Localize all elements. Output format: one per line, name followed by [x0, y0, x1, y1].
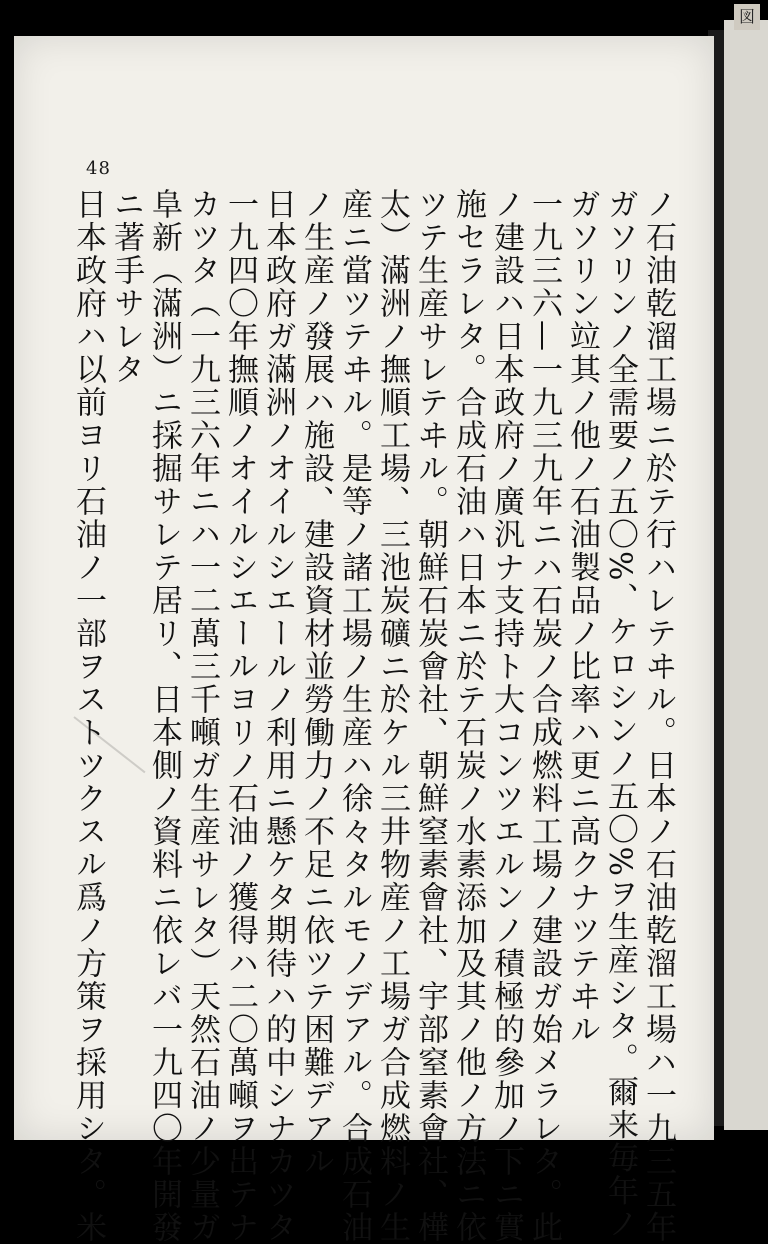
text-column: ノ建設ハ日本政府ノ廣汎ナ支持ト大コンツエルンノ積極的參加ノ下ニ實: [488, 188, 524, 1244]
text-column: 日本政府ガ滿洲ノオイルシエールノ利用ニ懸ケタ期待ハ的中シナカツタ: [260, 188, 296, 1244]
text-column: ニ著手サレタ: [108, 188, 144, 386]
text-column: 日本政府ハ以前ヨリ石油ノ一部ヲストツクスル爲ノ方策ヲ採用シタ。米: [70, 188, 106, 1244]
text-column: 太）滿洲ノ撫順工場、三池炭礦ニ於ケル三井物産ノ工場ガ合成燃料ノ生: [374, 188, 410, 1244]
adjacent-page-edge: [724, 20, 768, 1130]
text-column: 阜新（滿洲）ニ採掘サレテ居リ、日本側ノ資料ニ依レバ一九四〇年開發: [146, 188, 182, 1244]
text-column: 施セラレタ。合成石油ハ日本ニ於テ石炭ノ水素添加及其ノ他ノ方法ニ依: [450, 188, 486, 1244]
text-column: 一九三六—一九三九年ニハ石炭ノ合成燃料工場ノ建設ガ始メラレタ。此: [526, 188, 562, 1244]
page-number: 48: [86, 158, 111, 179]
text-column: ノ生産ノ發展ハ施設、建設資材並勞働力ノ不足ニ依ツテ困難デアル: [298, 188, 334, 1178]
text-column: 産ニ當ツテヰル。是等ノ諸工場ノ生産ハ徐々タルモノデアル。合成石油: [336, 188, 372, 1244]
book-page: [14, 36, 714, 1244]
text-column: ツテ生産サレテヰル。朝鮮石炭會社、朝鮮窒素會社、宇部窒素會社、樺: [412, 188, 448, 1244]
corner-stamp: 図: [734, 4, 760, 30]
text-column: ガソリンノ全需要ノ五〇%、ケロシンノ五〇%ヲ生産シタ。爾来毎年ノ: [602, 188, 638, 1241]
text-column: ノ石油乾溜工場ニ於テ行ハレテヰル。日本ノ石油乾溜工場ハ一九三五年: [640, 188, 676, 1244]
text-column: 一九四〇年撫順ノオイルシエールヨリノ石油ノ獲得ハ二〇萬噸ヲ出テナ: [222, 188, 258, 1244]
text-column: カツタ（一九三六年ニハ一二萬三千噸ガ生産サレタ）天然石油ノ少量ガ: [184, 188, 220, 1244]
text-column: ガソリン竝其ノ他ノ石油製品ノ比率ハ更ニ高クナツテヰル: [564, 188, 600, 1046]
